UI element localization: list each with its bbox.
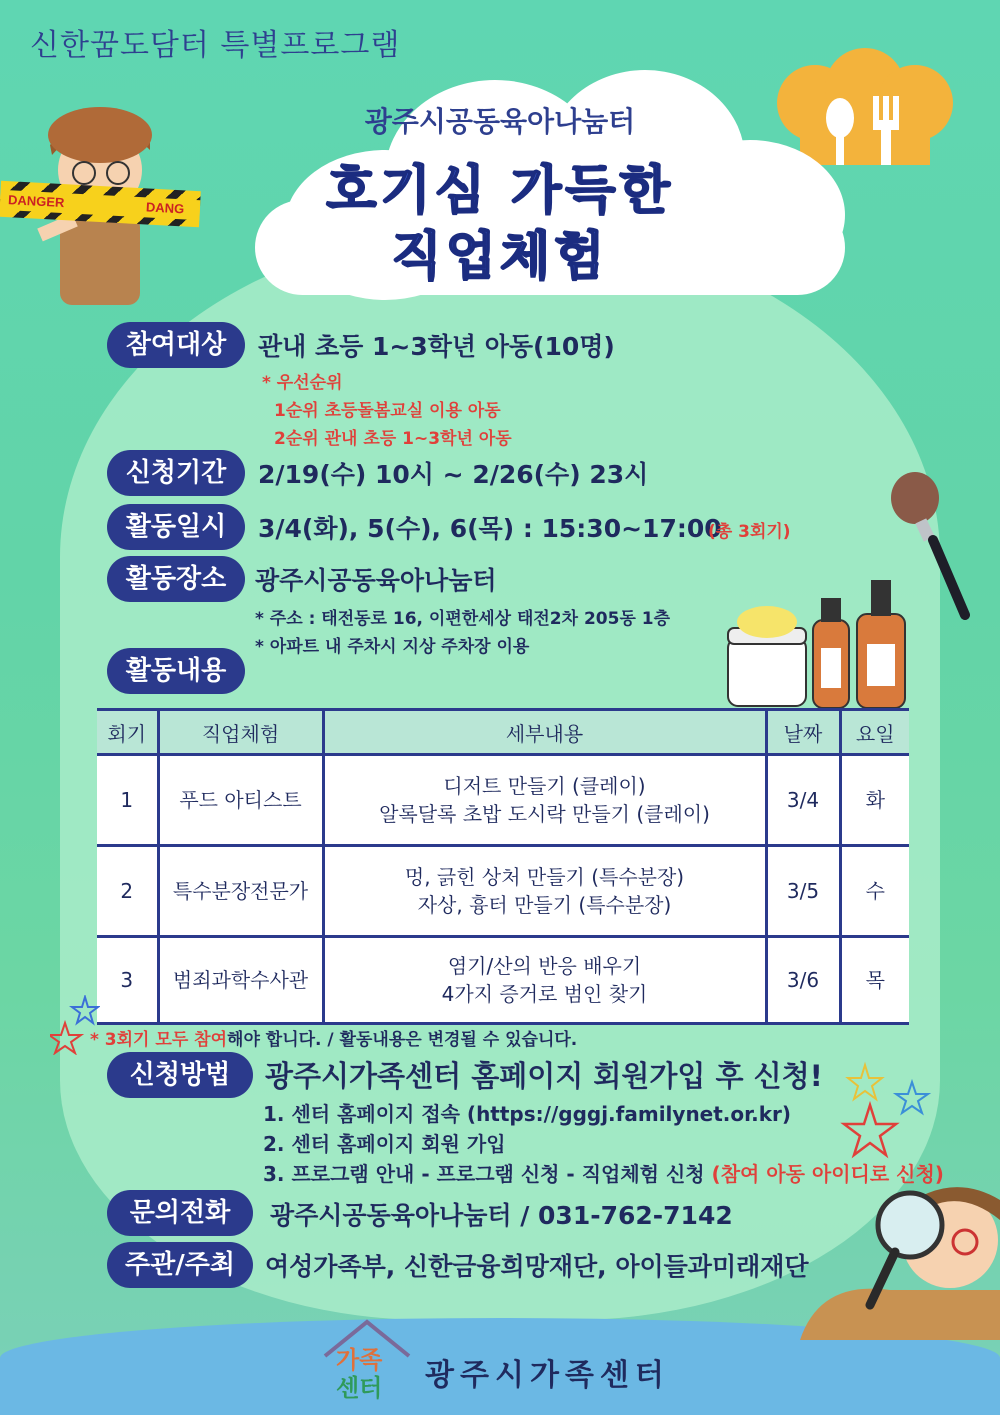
footer-org-name: 광주시가족센터 xyxy=(425,1358,670,1393)
cell-detail xyxy=(323,846,766,937)
main-title-line2: 직업체험 xyxy=(391,227,609,287)
detail-line: 자상, 흉터 만들기 (특수분장) xyxy=(417,893,672,917)
cosmetics-icon xyxy=(725,578,915,710)
header-job: 직업체험 xyxy=(158,710,323,755)
activity-session-note: (총 3회기) xyxy=(708,522,791,542)
host-label: 주관/주최 xyxy=(107,1242,253,1288)
cell-session: 3 xyxy=(97,937,158,1024)
cell-date: 3/5 xyxy=(766,846,840,937)
header-session: 회기 xyxy=(97,710,158,755)
activity-date-label: 활동일시 xyxy=(107,504,245,550)
detail-line: 멍, 긁힌 상처 만들기 (특수분장) xyxy=(404,865,685,889)
contact-label: 문의전화 xyxy=(107,1190,253,1236)
organizer-title: 광주시공동육아나눔터 xyxy=(364,105,636,138)
target-note-3: 2순위 관내 초등 1~3학년 아동 xyxy=(274,429,512,449)
notice-line xyxy=(90,1025,577,1050)
contact-value: 광주시공동육아나눔터 / 031-762-7142 xyxy=(270,1201,733,1230)
detail-line: 4가지 증거로 범인 찾기 xyxy=(441,982,648,1006)
cell-date: 3/6 xyxy=(766,937,840,1024)
cell-date: 3/4 xyxy=(766,755,840,846)
table-row xyxy=(97,937,909,1024)
apply-step-3-note: (참여 아동 아이디로 신청) xyxy=(711,1162,944,1186)
content-label: 활동내용 xyxy=(107,648,245,694)
place-address: * 주소 : 태전동로 16, 이편한세상 태전2차 205동 1층 xyxy=(255,609,671,629)
notice-rest: 해야 합니다. / 활동내용은 변경될 수 있습니다. xyxy=(227,1030,578,1050)
program-label: 신한꿈도담터 특별프로그램 xyxy=(30,28,401,63)
apply-period-value: 2/19(수) 10시 ~ 2/26(수) 23시 xyxy=(258,460,649,489)
logo-text-line2: 센터 xyxy=(336,1374,383,1402)
activity-date-value: 3/4(화), 5(수), 6(목) : 15:30~17:00 xyxy=(258,514,722,543)
target-label: 참여대상 xyxy=(107,322,245,368)
cell-job: 특수분장전문가 xyxy=(158,846,323,937)
place-label: 활동장소 xyxy=(107,556,245,602)
place-parking: * 아파트 내 주차시 지상 주차장 이용 xyxy=(255,637,530,657)
table-row xyxy=(97,755,909,846)
cell-detail xyxy=(323,755,766,846)
target-value: 관내 초등 1~3학년 아동(10명) xyxy=(258,332,615,361)
danger-text-2: DANG xyxy=(145,199,185,217)
danger-text: DANGER xyxy=(7,192,65,211)
apply-step-3-text: 3. 프로그램 안내 - 프로그램 신청 - 직업체험 신청 xyxy=(263,1162,705,1186)
logo-text-line1: 가족 xyxy=(336,1346,383,1374)
cell-job: 푸드 아티스트 xyxy=(158,755,323,846)
detail-line: 염기/산의 반응 배우기 xyxy=(447,954,642,978)
detail-line: 알록달록 초밥 도시락 만들기 (클레이) xyxy=(379,802,710,826)
target-note-1: * 우선순위 xyxy=(262,373,343,393)
header-detail: 세부내용 xyxy=(323,710,766,755)
header-day: 요일 xyxy=(840,710,909,755)
place-value: 광주시공동육아나눔터 xyxy=(255,566,497,595)
cell-job: 범죄과학수사관 xyxy=(158,937,323,1024)
table-row xyxy=(97,846,909,937)
cell-day: 화 xyxy=(840,755,909,846)
target-note-2: 1순위 초등돌봄교실 이용 아동 xyxy=(274,401,501,421)
schedule-table xyxy=(97,708,909,1025)
apply-step-1: 1. 센터 홈페이지 접속 (https://gggj.familynet.or.kr) xyxy=(263,1102,792,1126)
cell-detail xyxy=(323,937,766,1024)
apply-period-label: 신청기간 xyxy=(107,450,245,496)
detail-line: 디저트 만들기 (클레이) xyxy=(443,774,646,798)
magnifier-character-icon xyxy=(800,1180,1000,1340)
cell-day: 목 xyxy=(840,937,909,1024)
table-header-row xyxy=(97,710,909,755)
cell-day: 수 xyxy=(840,846,909,937)
apply-step-2: 2. 센터 홈페이지 회원 가입 xyxy=(263,1132,506,1156)
header-date: 날짜 xyxy=(766,710,840,755)
apply-method-label: 신청방법 xyxy=(107,1052,253,1098)
cell-session: 1 xyxy=(97,755,158,846)
cell-session: 2 xyxy=(97,846,158,937)
notice-emphasis: * 3회기 모두 참여 xyxy=(90,1030,228,1050)
star-icons-right xyxy=(840,1060,940,1170)
apply-method-headline: 광주시가족센터 홈페이지 회원가입 후 신청! xyxy=(265,1059,823,1093)
host-value: 여성가족부, 신한금융희망재단, 아이들과미래재단 xyxy=(265,1252,809,1281)
main-title-line1: 호기심 가득한 xyxy=(326,161,674,221)
